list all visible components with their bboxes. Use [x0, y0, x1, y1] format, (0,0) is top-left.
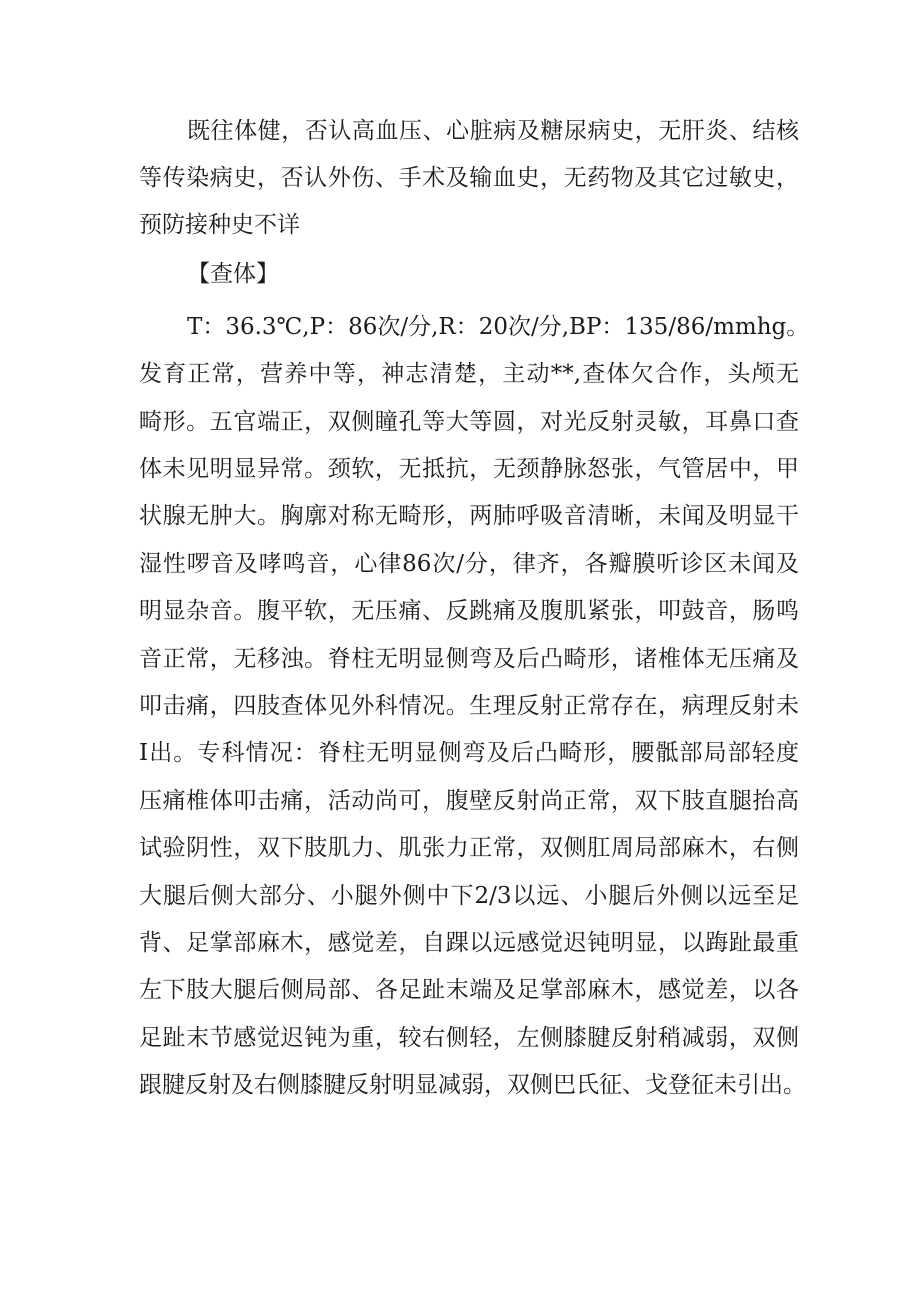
exam-line: 状腺无肿大。胸廓对称无畸形，两肺呼吸音清晰，未闻及明显干 [139, 503, 799, 529]
exam-line: 音正常，无移浊。脊柱无明显侧弯及后凸畸形，诸椎体无压痛及 [139, 646, 799, 672]
exam-line: 畸形。五官端正，双侧瞳孔等大等圆，对光反射灵敏，耳鼻口查 [139, 409, 799, 435]
exam-heading: 【查体】 [187, 261, 279, 287]
exam-line: 发育正常，营养中等，神志清楚，主动**,查体欠合作，头颅无 [139, 361, 799, 387]
history-line: 预防接种史不详 [139, 212, 300, 238]
exam-line: 足趾末节感觉迟钝为重，较右侧轻，左侧膝腱反射稍减弱，双侧 [139, 1025, 799, 1051]
exam-line: 体未见明显异常。颈软，无抵抗，无颈静脉怒张，气管居中，甲 [139, 456, 799, 482]
exam-line: 叩击痛，四肢查体见外科情况。生理反射正常存在，病理反射未 [139, 693, 799, 719]
exam-line: T：36.3℃,P：86次/分,R：20次/分,BP：135/86/mmhg。 [187, 314, 810, 340]
exam-line: 试验阴性，双下肢肌力、肌张力正常，双侧肛周局部麻木，右侧 [139, 835, 799, 861]
exam-line: 湿性啰音及哮鸣音，心律86次/分，律齐，各瓣膜听诊区未闻及 [139, 551, 799, 577]
exam-line: 背、足掌部麻木，感觉差，自踝以远感觉迟钝明显，以踇趾最重 [139, 930, 799, 956]
exam-line: 压痛椎体叩击痛，活动尚可，腹壁反射尚正常，双下肢直腿抬高 [139, 788, 799, 814]
exam-line: 明显杂音。腹平软，无压痛、反跳痛及腹肌紧张，叩鼓音，肠鸣 [139, 598, 799, 624]
history-line: 既往体健，否认高血压、心脏病及糖尿病史，无肝炎、结核 [187, 118, 799, 144]
exam-line: 跟腱反射及右侧膝腱反射明显减弱，双侧巴氏征、戈登征未引出。 [139, 1072, 806, 1098]
exam-line: 大腿后侧大部分、小腿外侧中下2/3以远、小腿后外侧以远至足 [139, 883, 799, 909]
exam-line: I出。专科情况：脊柱无明显侧弯及后凸畸形，腰骶部局部轻度 [139, 740, 799, 766]
history-line: 等传染病史，否认外伤、手术及输血史，无药物及其它过敏史， [139, 165, 799, 191]
exam-line: 左下肢大腿后侧局部、各足趾末端及足掌部麻木，感觉差，以各 [139, 977, 799, 1003]
